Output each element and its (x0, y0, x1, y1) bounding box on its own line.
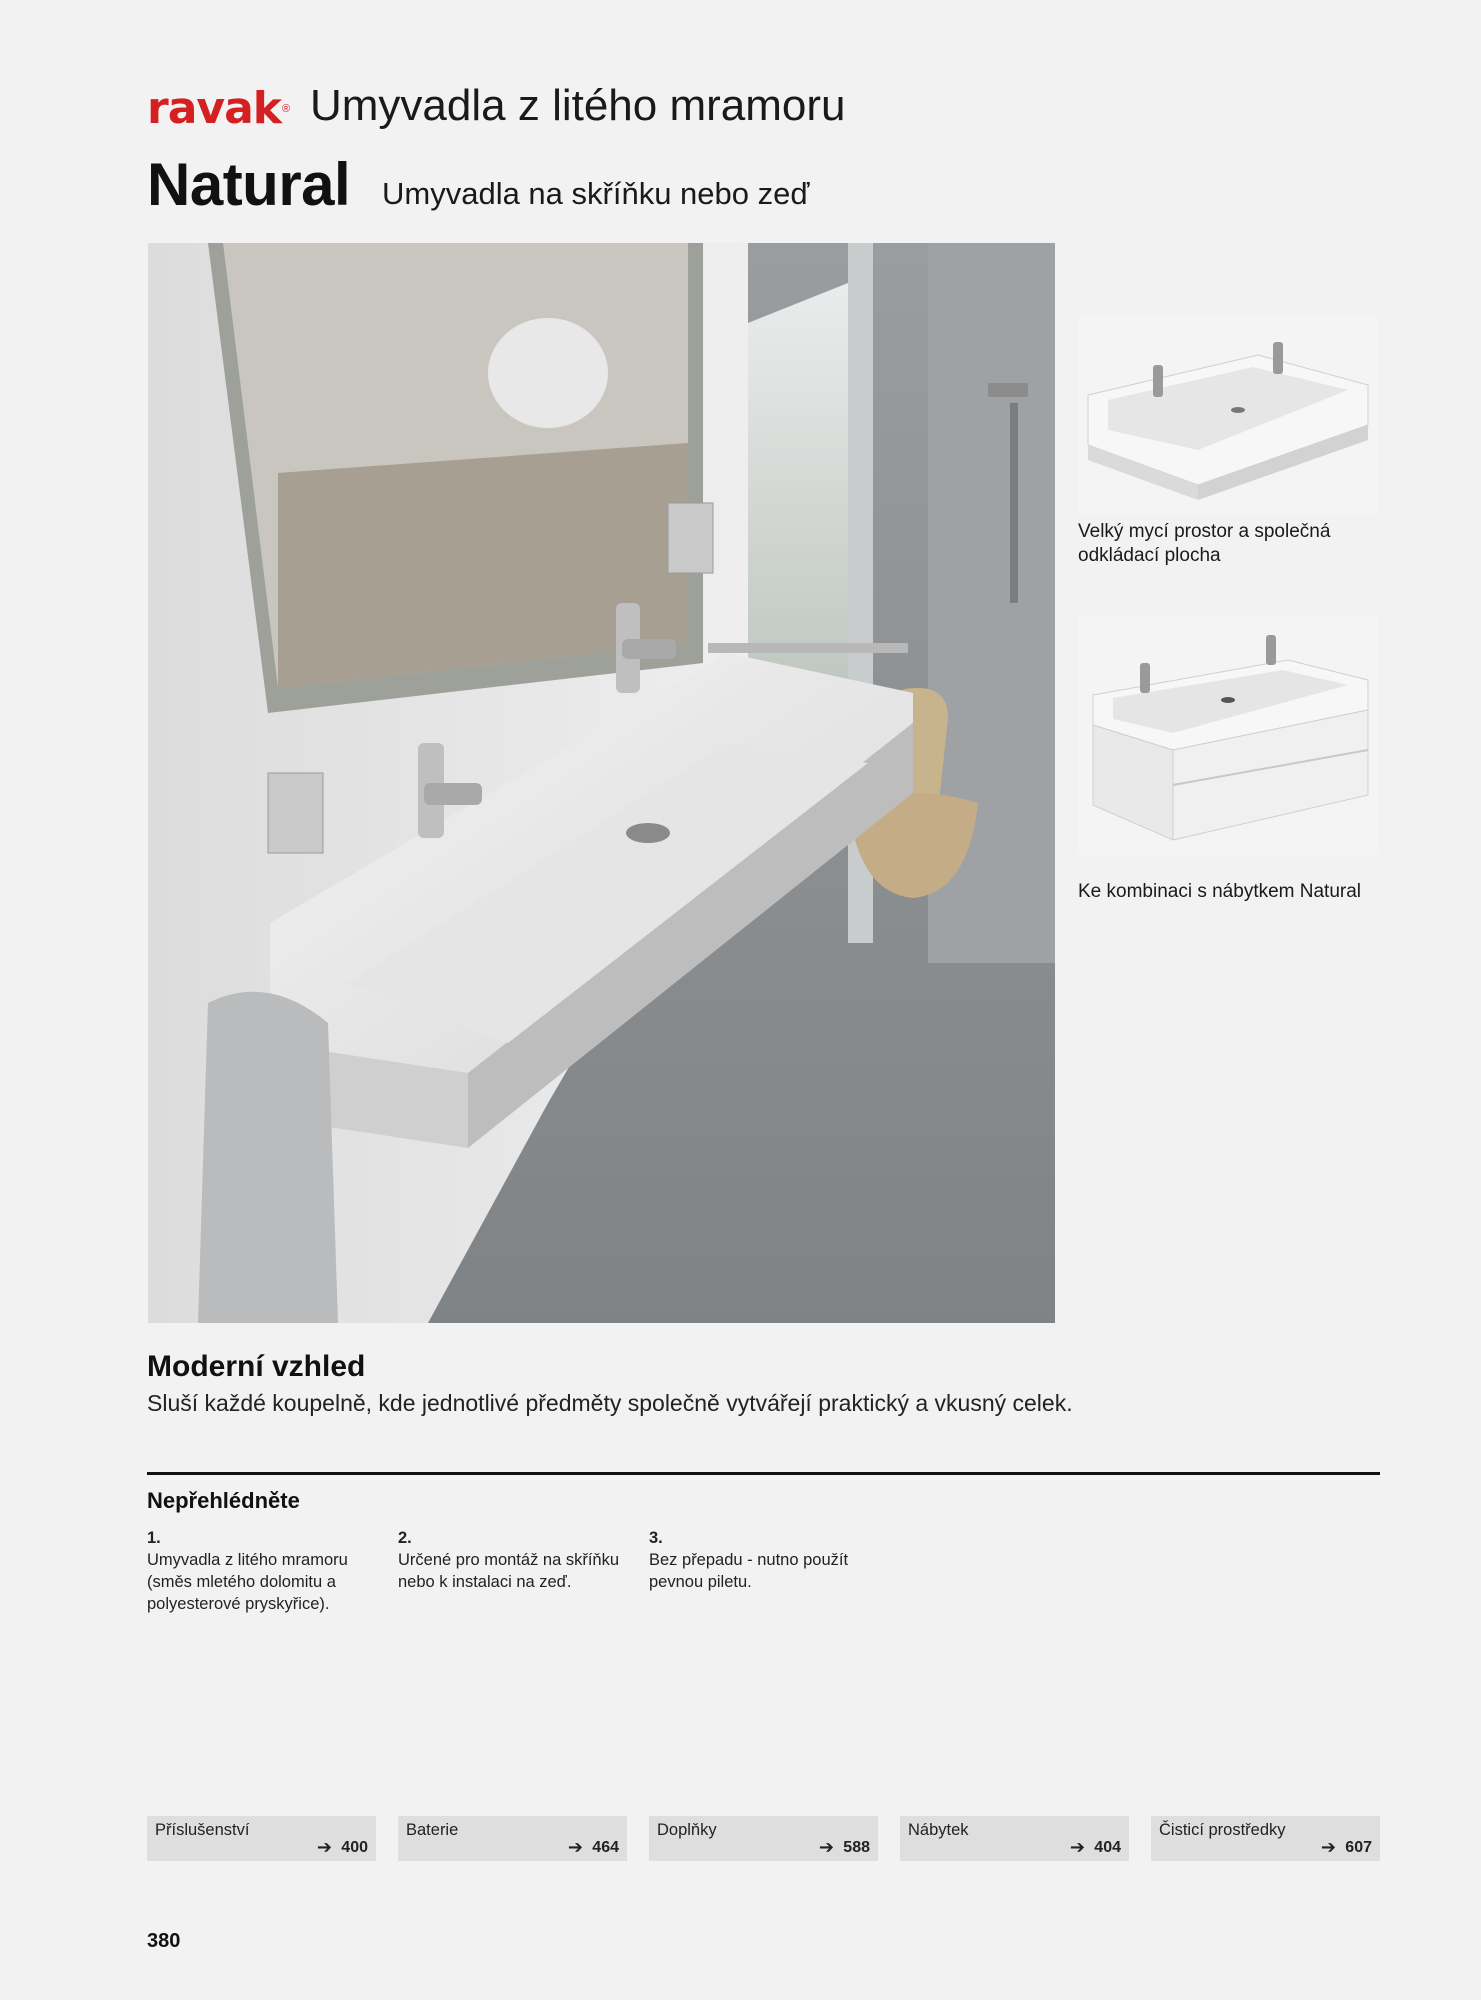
arrow-right-icon: ➔ (818, 1837, 834, 1857)
registered-mark: ® (282, 103, 291, 115)
product-image-washbasin-with-cabinet (1078, 615, 1378, 855)
series-subtitle: Umyvadla na skříňku nebo zeď (382, 176, 810, 211)
divider (147, 1472, 1380, 1475)
brand-wordmark: ravak (147, 83, 282, 134)
nav-tile-label: Baterie (406, 1821, 459, 1839)
brand-logo (147, 84, 290, 134)
nav-tile-label: Doplňky (657, 1821, 717, 1839)
notice-point (147, 1527, 377, 1615)
caption-washbasin: Velký mycí prostor a společná odkládací plocha (1078, 521, 1331, 566)
nav-tile-page: 588 (843, 1839, 870, 1856)
notice-point-number: 1. (147, 1529, 161, 1547)
section-body: Sluší každé koupelně, kde jednotlivé předměty společně vytvářejí praktický a vkusný celek. (147, 1390, 1073, 1416)
nav-tile-label: Čisticí prostředky (1159, 1821, 1286, 1839)
nav-tile-faucets[interactable] (398, 1816, 627, 1861)
notice-point-text: Umyvadla z litého mramoru (směs mletého dolomitu a polyesterové pryskyřice). (147, 1551, 348, 1613)
nav-tile-page: 404 (1094, 1839, 1121, 1856)
notice-point (398, 1527, 628, 1593)
nav-tile-page: 464 (592, 1839, 619, 1856)
notice-point-text: Určené pro montáž na skříňku nebo k instalaci na zeď. (398, 1551, 620, 1591)
hero-bathroom-image (148, 243, 1055, 1323)
nav-tile-accessories[interactable] (147, 1816, 376, 1861)
section-title: Moderní vzhled (147, 1350, 366, 1383)
page-number: 380 (147, 1930, 181, 1952)
nav-tile-label: Nábytek (908, 1821, 969, 1839)
category-title: Umyvadla z litého mramoru (310, 81, 846, 130)
nav-tile-add-ons[interactable] (649, 1816, 878, 1861)
series-name: Natural (147, 151, 351, 218)
notice-point-text: Bez přepadu - nutno použít pevnou piletu. (649, 1551, 849, 1591)
notice-point (649, 1527, 879, 1593)
nav-tile-furniture[interactable] (900, 1816, 1129, 1861)
arrow-right-icon: ➔ (1320, 1837, 1336, 1857)
notice-point-number: 3. (649, 1529, 663, 1547)
arrow-right-icon: ➔ (567, 1837, 583, 1857)
arrow-right-icon: ➔ (316, 1837, 332, 1857)
nav-tile-page: 400 (341, 1839, 368, 1856)
arrow-right-icon: ➔ (1069, 1837, 1085, 1857)
nav-tile-label: Příslušenství (155, 1821, 250, 1839)
caption-cabinet-combination: Ke kombinaci s nábytkem Natural (1078, 881, 1362, 902)
notice-point-number: 2. (398, 1529, 412, 1547)
product-image-washbasin (1078, 315, 1378, 515)
notice-title: Nepřehlédněte (147, 1488, 300, 1513)
nav-tile-page: 607 (1345, 1839, 1372, 1856)
nav-tile-cleaning-products[interactable] (1151, 1816, 1380, 1861)
